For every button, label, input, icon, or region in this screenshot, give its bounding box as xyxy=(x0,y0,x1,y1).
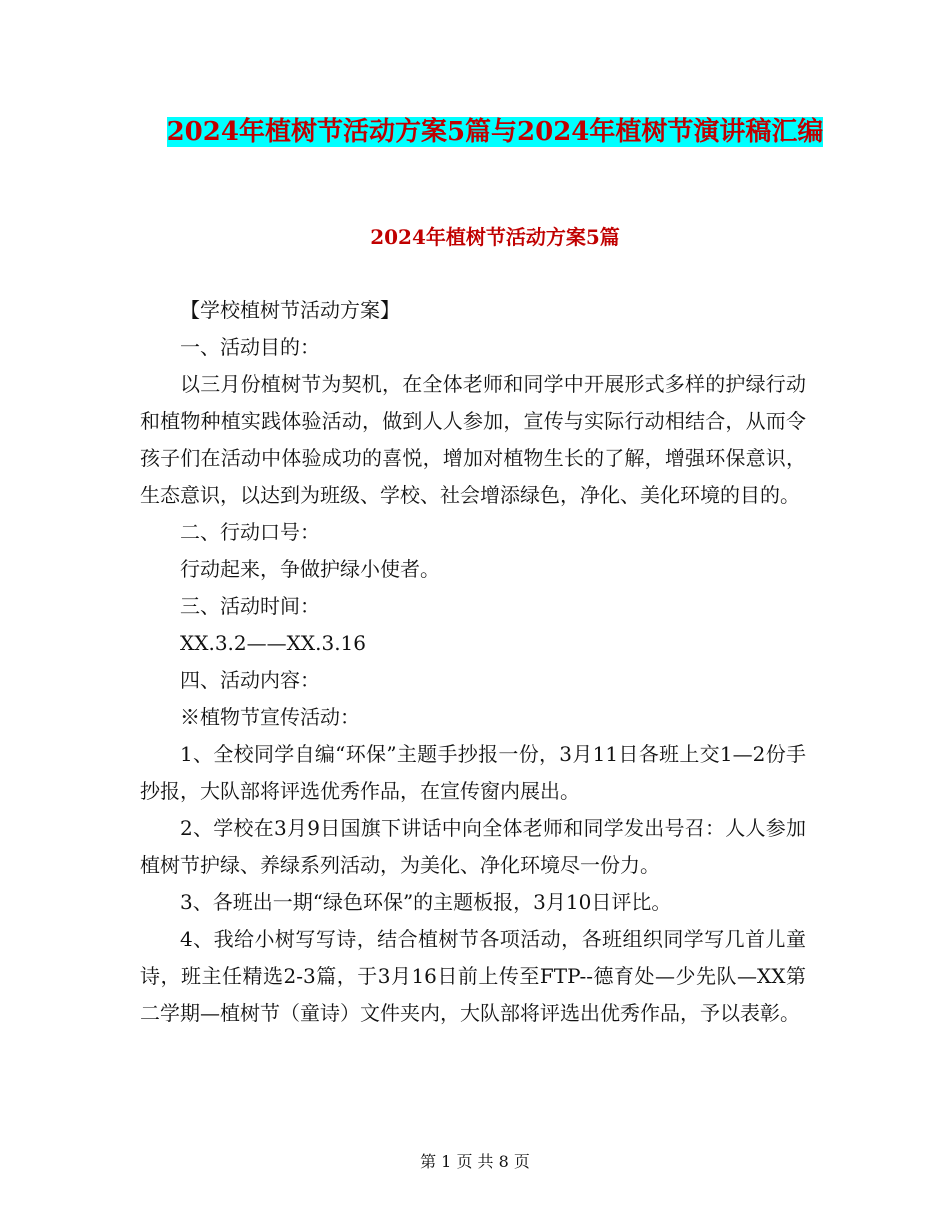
paragraph-slogan-heading: 二、行动口号： xyxy=(180,520,320,544)
paragraph-time-heading: 三、活动时间： xyxy=(180,594,320,618)
paragraph-purpose: 以三月份植树节为契机，在全体老师和同学中开展形式多样的护绿行动和植物种植实践体验活动，做到人人参加，宣传与实际行动相结合，从而令孩子们在活动中体验成功的喜悦，增加对植物生长的了解，增强环保意识，生态意识，以达到为班级、学校、社会增添绿色，净化、美化环境的目的。 xyxy=(140,372,806,507)
document-title-text: 2024年植树节活动方案5篇与2024年植树节演讲稿汇编 xyxy=(166,117,824,147)
paragraph-item-1: 1、全校同学自编“环保”主题手抄报一份，3月11日各班上交1—2份手抄报，大队部将评选优秀作品，在宣传窗内展出。 xyxy=(140,742,806,803)
paragraph-heading: 【学校植树节活动方案】 xyxy=(180,298,400,322)
paragraph-content-heading: 四、活动内容： xyxy=(180,668,320,692)
page-number-footer: 第 1 页 共 8 页 xyxy=(420,1152,530,1171)
document-body xyxy=(140,292,806,1032)
paragraph-item-3: 3、各班出一期“绿色环保”的主题板报，3月10日评比。 xyxy=(180,890,672,914)
paragraph-promotion-heading: ※植物节宣传活动： xyxy=(180,705,360,729)
paragraph-item-4: 4、我给小树写写诗，结合植树节各项活动，各班组织同学写几首儿童诗，班主任精选2-3篇，于3月16日前上传至FTP--德育处—少先队—XX第二学期—植树节（童诗）文件夹内，大队部将评选出优秀作品，予以表彰。 xyxy=(140,927,806,1025)
paragraph-slogan: 行动起来，争做护绿小使者。 xyxy=(180,557,440,581)
paragraph-item-2: 2、学校在3月9日国旗下讲话中向全体老师和同学发出号召：人人参加植树节护绿、养绿系列活动，为美化、净化环境尽一份力。 xyxy=(140,816,806,877)
paragraph-time: XX.3.2——XX.3.16 xyxy=(180,631,367,655)
document-title xyxy=(140,108,850,156)
section-title: 2024年植树节活动方案5篇 xyxy=(370,225,620,249)
paragraph-purpose-heading: 一、活动目的： xyxy=(180,335,320,359)
